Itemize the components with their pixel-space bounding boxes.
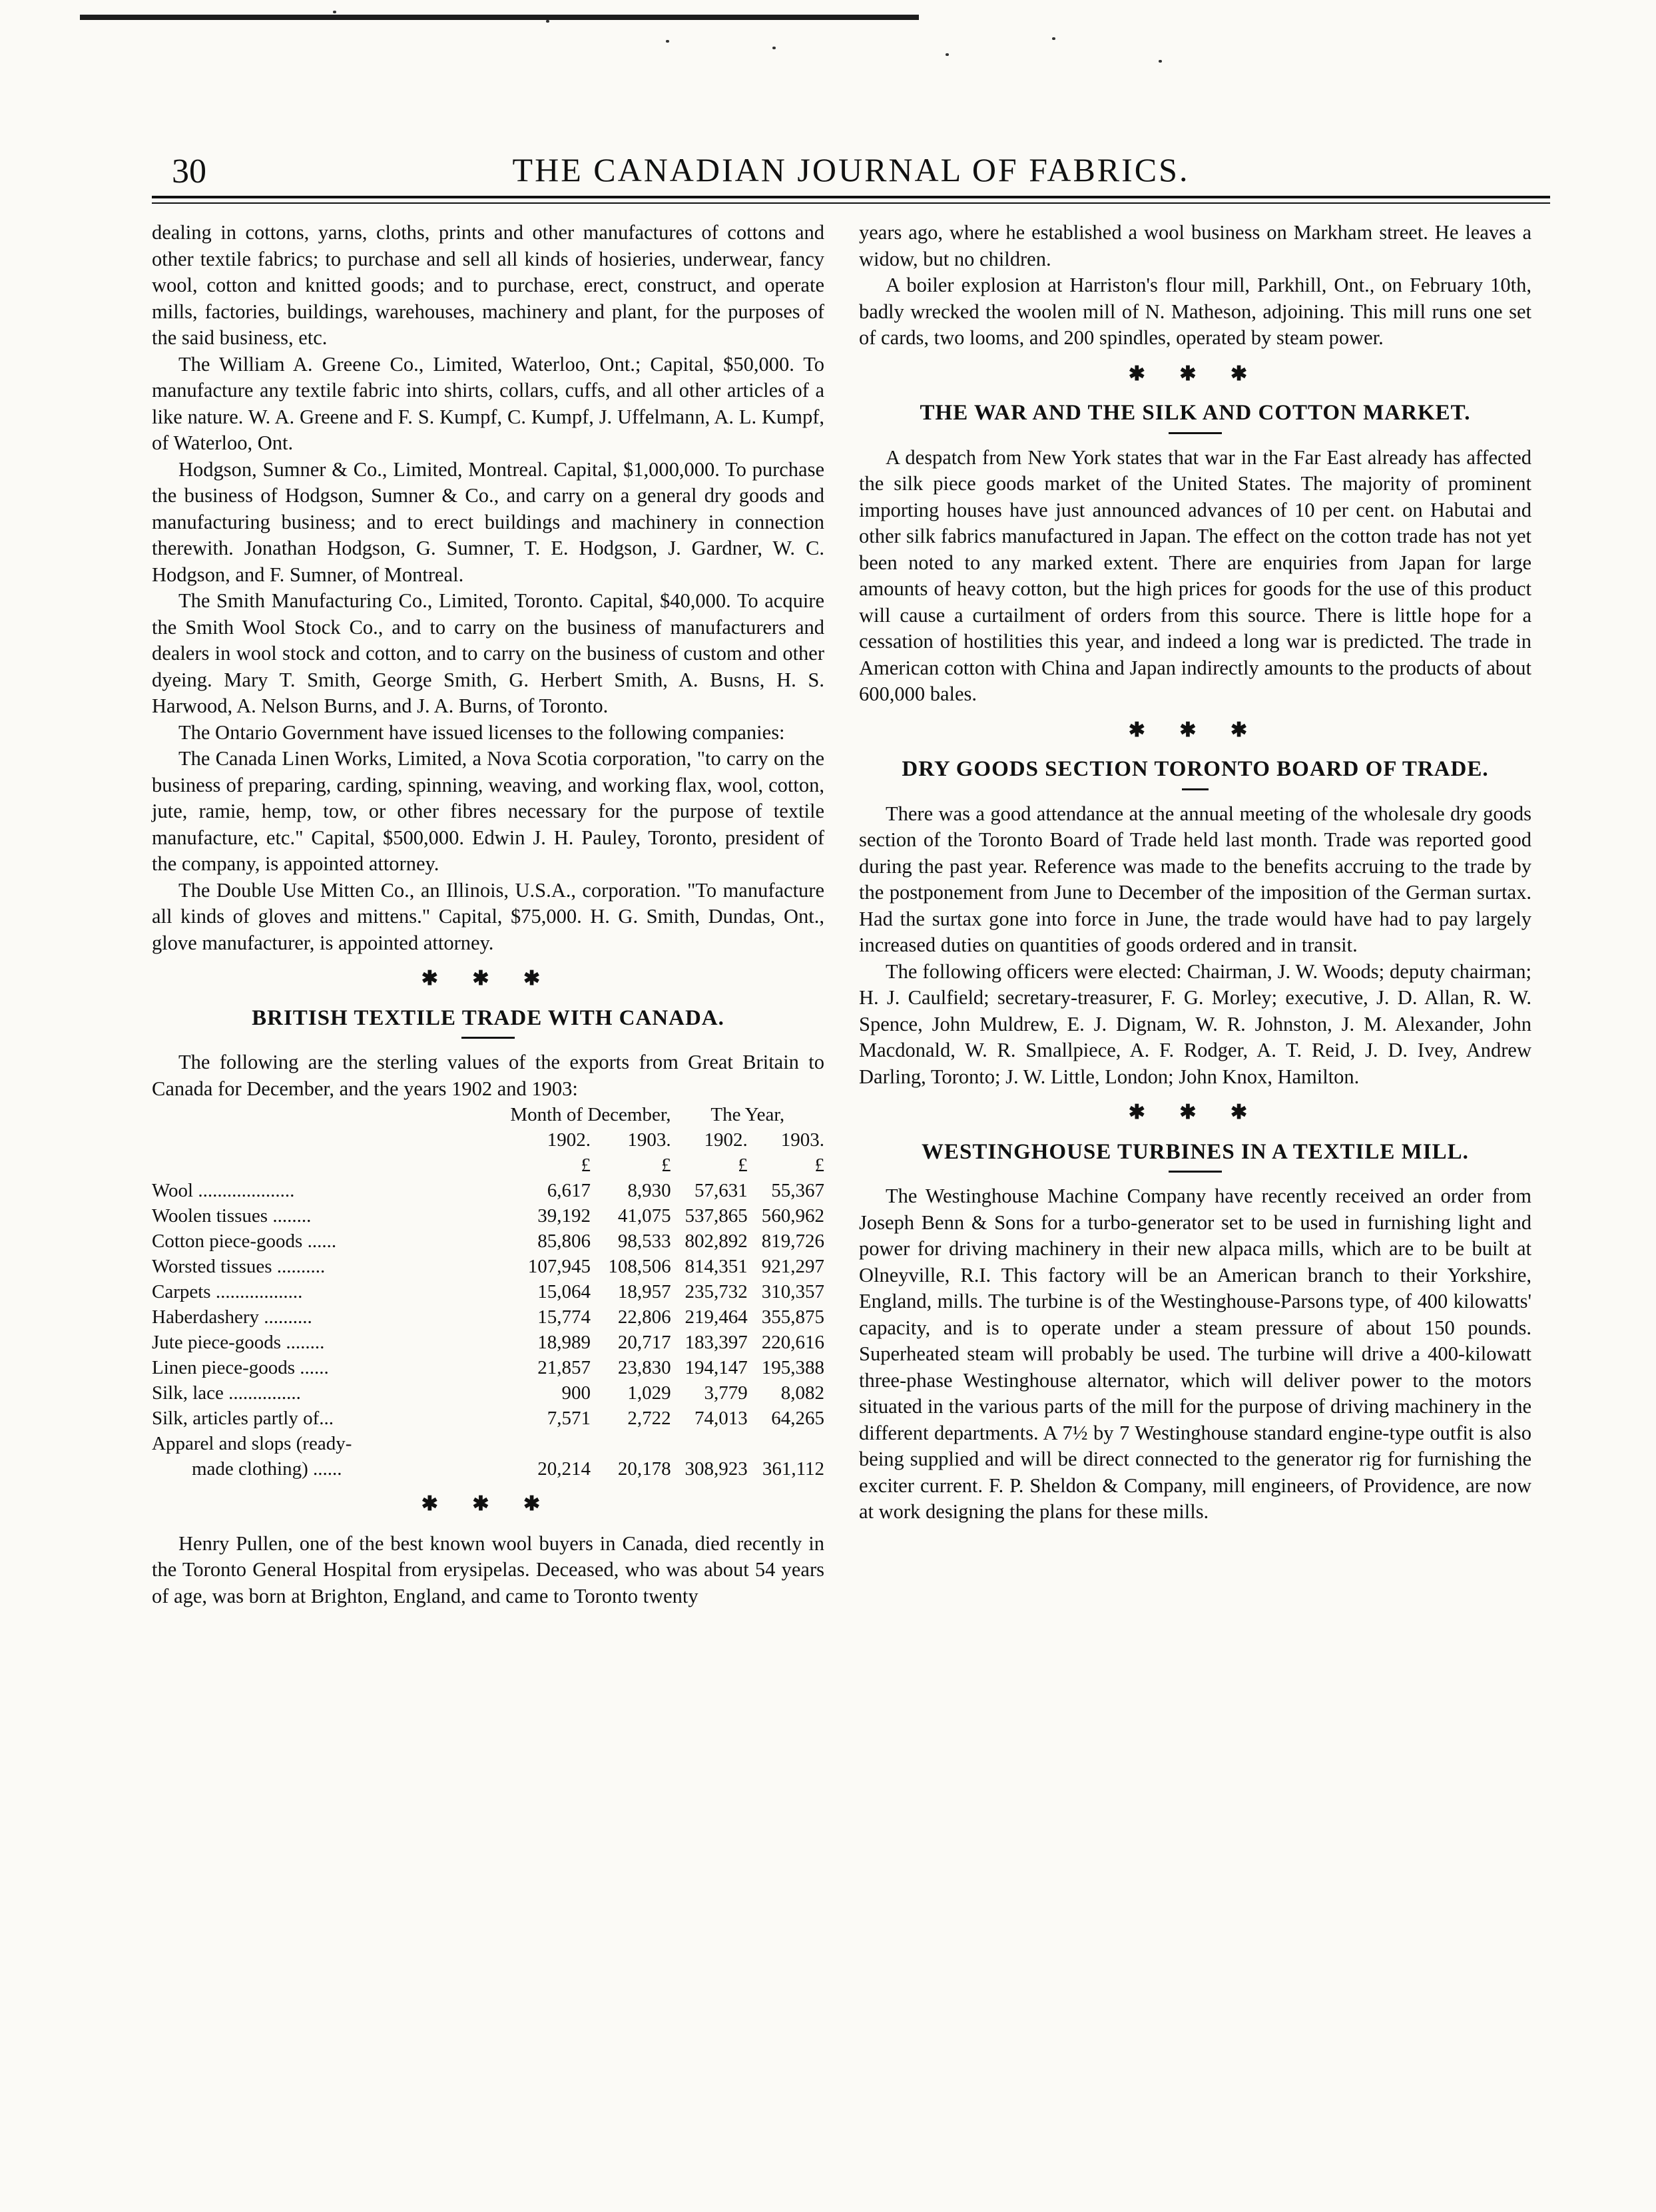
- british-trade-heading: BRITISH TEXTILE TRADE WITH CANADA.: [252, 1005, 724, 1030]
- row-label: Silk, articles partly of...: [152, 1408, 334, 1429]
- right-column: [859, 220, 1531, 1525]
- article-paragraph: The Ontario Government have issued licenses to the following companies:: [178, 720, 785, 744]
- table-cell: 7,571: [547, 1408, 591, 1429]
- table-cell: 15,774: [537, 1306, 591, 1328]
- page-number: 30: [172, 152, 206, 190]
- exports-table: [152, 1102, 824, 1482]
- row-label: Apparel and slops (ready-: [152, 1433, 352, 1454]
- table-cell: 41,075: [617, 1205, 671, 1227]
- table-cell: 194,147: [685, 1357, 748, 1378]
- table-cell: 20,717: [617, 1332, 671, 1353]
- table-cell: [510, 1431, 591, 1456]
- table-cell: 1,029: [627, 1382, 671, 1404]
- table-row: [152, 1355, 824, 1380]
- table-cell: 355,875: [761, 1306, 824, 1328]
- currency-header: £: [814, 1155, 824, 1176]
- heading-rule: [461, 1037, 515, 1039]
- table-cell: 819,726: [761, 1231, 824, 1252]
- table-cell: 921,297: [761, 1256, 824, 1277]
- war-market-heading: THE WAR AND THE SILK AND COTTON MARKET.: [920, 401, 1471, 425]
- table-cell: 220,616: [761, 1332, 824, 1353]
- article-paragraph: The Canada Linen Works, Limited, a Nova Scotia corporation, "to carry on the business of preparing, carding, spinning, weaving, and working flax, wool, cotton, jute, ramie, hemp, tow, or other fibres necessary for the purpose of textile manufacture, etc." Capital, $500,000. Edwin J. H. Pauley, Toronto, president of the company, is appointed attorney.: [152, 747, 824, 875]
- year-header: 1902.: [547, 1129, 591, 1151]
- table-cell: 3,779: [704, 1382, 748, 1404]
- table-cell: [591, 1431, 671, 1456]
- westinghouse-heading: WESTINGHOUSE TURBINES IN A TEXTILE MILL.: [922, 1139, 1469, 1164]
- table-cell: 85,806: [537, 1231, 591, 1252]
- row-label: Linen piece-goods ......: [152, 1357, 329, 1378]
- article-paragraph: The Smith Manufacturing Co., Limited, Toronto. Capital, $40,000. To acquire the Smith Wool Stock Co., and to carry on the business of manufacturers and dealers in wool stock and cotton, and to carry on the business of custom and other dyeing. Mary T. Smith, George Smith, G. Herbert Smith, A. Busns, H. S. Harwood, A. Nelson Burns, and J. A. Burns, of Toronto.: [152, 589, 824, 717]
- table-cell: 183,397: [685, 1332, 748, 1353]
- heading-rule: [1182, 788, 1209, 790]
- table-cell: 8,930: [627, 1180, 671, 1201]
- page-header: [152, 145, 1550, 192]
- article-paragraph: There was a good attendance at the annual meeting of the wholesale dry goods section of the Toronto Board of Trade held last month. Trade was reported good during the past year. Reference was made to the benefits accruing to the trade by the postponement from June to December of the imposition of the German surtax. Had the surtax gone into force in June, the trade would have had to pay largely increased duties on quantities of goods ordered and in transit.: [859, 802, 1531, 956]
- scan-artifact-top: [80, 0, 1412, 27]
- group-year-header: The Year,: [710, 1104, 785, 1125]
- section-separator: ✱ ✱ ✱: [1128, 1101, 1262, 1123]
- section-separator: ✱ ✱ ✱: [421, 1493, 555, 1515]
- currency-header: £: [661, 1155, 671, 1176]
- table-cell: 361,112: [762, 1458, 824, 1480]
- table-cell: 814,351: [685, 1256, 748, 1277]
- article-paragraph: dealing in cottons, yarns, cloths, prints and other manufactures of cottons and other textile fabrics; to purchase and sell all kinds of hosieries, underwear, fancy wool, cotton and knitted goods; and to purchase, erect, construct, and operate mills, factories, buildings, warehouses, machinery and plant, for the purposes of the said business, etc.: [152, 221, 824, 349]
- table-cell: 64,265: [771, 1408, 824, 1429]
- row-label: Carpets ..................: [152, 1281, 303, 1302]
- row-label: Woolen tissues ........: [152, 1205, 312, 1227]
- article-paragraph: A boiler explosion at Harriston's flour mill, Parkhill, Ont., on February 10th, badly wrecked the woolen mill of N. Matheson, adjoining. This mill runs one set of cards, two looms, and 200 spindles, operated by steam power.: [859, 274, 1531, 349]
- table-cell: 20,178: [617, 1458, 671, 1480]
- journal-title: THE CANADIAN JOURNAL OF FABRICS.: [512, 151, 1190, 188]
- article-paragraph: The William A. Greene Co., Limited, Waterloo, Ont.; Capital, $50,000. To manufacture any textile fabric into shirts, collars, cuffs, and all other articles of a like nature. W. A. Greene and F. S. Kumpf, C. Kumpf, J. Uffelmann, A. L. Kumpf, of Waterloo, Ont.: [152, 352, 824, 454]
- table-cell: 22,806: [617, 1306, 671, 1328]
- currency-header: £: [738, 1155, 748, 1176]
- table-row: [152, 1178, 824, 1203]
- table-row: [152, 1456, 824, 1482]
- heading-rule: [1169, 432, 1222, 434]
- group-month-header: Month of December,: [510, 1104, 671, 1125]
- table-cell: 900: [561, 1382, 591, 1404]
- table-row: [152, 1380, 824, 1406]
- table-cell: 8,082: [780, 1382, 824, 1404]
- scan-speck: [546, 20, 549, 23]
- table-cell: [671, 1431, 748, 1456]
- table-cell: 98,533: [617, 1231, 671, 1252]
- row-label: made clothing) ......: [192, 1458, 342, 1480]
- article-paragraph: Henry Pullen, one of the best known wool buyers in Canada, died recently in the Toronto General Hospital from erysipelas. Deceased, who was about 54 years of age, was born at Brighton, England, and came to Toronto twenty: [152, 1531, 824, 1607]
- table-cell: 310,357: [761, 1281, 824, 1302]
- scan-speck: [946, 53, 949, 56]
- heading-rule: [1169, 1171, 1222, 1173]
- table-header-row: [152, 1102, 824, 1127]
- table-cell: 235,732: [685, 1281, 748, 1302]
- table-row: [152, 1330, 824, 1355]
- section-separator: ✱ ✱ ✱: [421, 968, 555, 989]
- table-cell: 195,388: [761, 1357, 824, 1378]
- table-row: [152, 1304, 824, 1330]
- scan-speck: [1052, 37, 1055, 40]
- row-label: Worsted tissues ..........: [152, 1256, 326, 1277]
- currency-header: £: [581, 1155, 591, 1176]
- dry-goods-heading: DRY GOODS SECTION TORONTO BOARD OF TRADE.: [902, 757, 1489, 781]
- year-header: 1903.: [780, 1129, 824, 1151]
- section-separator: ✱ ✱ ✱: [1128, 718, 1262, 741]
- table-row: [152, 1431, 824, 1456]
- british-trade-intro: The following are the sterling values of the exports from Great Britain to Canada for December, and the years 1902 and 1903:: [152, 1051, 824, 1100]
- scan-speck: [1159, 60, 1162, 63]
- table-cell: [748, 1431, 824, 1456]
- article-paragraph: The Double Use Mitten Co., an Illinois, U.S.A., corporation. "To manufacture all kinds of gloves and mittens." Capital, $75,000. H. G. Smith, Dundas, Ont., glove manufacturer, is appointed attorney.: [152, 878, 824, 954]
- row-label: Wool ....................: [152, 1180, 295, 1201]
- year-header: 1903.: [627, 1129, 671, 1151]
- table-row: [152, 1203, 824, 1229]
- table-cell: 2,722: [627, 1408, 671, 1429]
- article-paragraph: Hodgson, Sumner & Co., Limited, Montreal. Capital, $1,000,000. To purchase the business of Hodgson, Sumner & Co., and carry on a general dry goods and manufacturing business; and to erect buildings and machinery in connection therewith. Jonathan Hodgson, G. Sumner, T. E. Hodgson, J. Gardner, W. C. Hodgson, and F. Sumner, of Montreal.: [152, 457, 824, 586]
- table-cell: 537,865: [685, 1205, 748, 1227]
- article-paragraph: The following officers were elected: Chairman, J. W. Woods; deputy chairman; H. J. Caulfield; secretary-treasurer, F. G. Morley; executive, J. D. Allan, R. W. Spence, John Muldrew, E. J. Dignam, W. R. Johnston, J. M. Alexander, John Macdonald, W. R. Smallpiece, A. F. Rodger, A. T. Reid, J. D. Ivey, Andrew Darling, Toronto; J. W. Little, London; John Knox, Hamilton.: [859, 960, 1531, 1088]
- table-cell: 20,214: [537, 1458, 591, 1480]
- table-cell: 560,962: [761, 1205, 824, 1227]
- row-label: Jute piece-goods ........: [152, 1332, 325, 1353]
- table-cell: 308,923: [685, 1458, 748, 1480]
- header-rule-thin: [152, 202, 1550, 204]
- scan-speck: [772, 47, 776, 49]
- article-paragraph: A despatch from New York states that war in the Far East already has affected the silk piece goods market of the United States. The majority of prominent importing houses have just announced advances of 10 per cent. on Habutai and other silk fabrics manufactured in Japan. The effect on the cotton trade has not yet been noted to any marked extent. There are enquiries from Japan for large amounts of heavy cotton, but the high prices for goods for the use of this product will cause a curtailment of orders from this source. There is little hope for a cessation of hostilities this year, and indeed a long war is predicted. The trade in American cotton with China and Japan indirectly amounts to the products of about 600,000 bales.: [859, 445, 1531, 705]
- scan-bar: [80, 15, 919, 20]
- table-header-row: [152, 1127, 824, 1153]
- table-cell: 74,013: [694, 1408, 748, 1429]
- row-label: Cotton piece-goods ......: [152, 1231, 337, 1252]
- row-label: Silk, lace ...............: [152, 1382, 301, 1404]
- table-row: [152, 1406, 824, 1431]
- article-paragraph: The Westinghouse Machine Company have recently received an order from Joseph Benn & Sons for a turbo-generator set to be used in furnishing light and power for driving machinery in their new alpaca mills, which are to be built at Olneyville, R.I. This factory will be an American branch to their Yorkshire, England, mills. The turbine is of the Westinghouse-Parsons type, of 400 kilowatts' capacity, and is to operate under a steam pressure of about 150 pounds. Superheated steam will probably be used. The turbine will drive a 400-kilowatt three-phase Westinghouse alternator, which will deliver power to the motors situated in the various parts of the mill for the purpose of driving machinery in the different departments. A 7½ by 7 Westinghouse standard engine-type outfit is also being supplied and will be direct connected to the generator rig for furnishing the exciter current. F. P. Sheldon & Company, mill engineers, of Providence, are now at work designing the plans for these mills.: [859, 1185, 1531, 1523]
- table-cell: 107,945: [527, 1256, 591, 1277]
- section-separator: ✱ ✱ ✱: [1128, 362, 1262, 385]
- table-cell: 57,631: [694, 1180, 748, 1201]
- table-row: [152, 1254, 824, 1279]
- table-cell: 219,464: [685, 1306, 748, 1328]
- table-cell: 108,506: [608, 1256, 671, 1277]
- table-cell: 6,617: [547, 1180, 591, 1201]
- table-cell: 23,830: [617, 1357, 671, 1378]
- table-cell: 15,064: [537, 1281, 591, 1302]
- scan-speck: [333, 11, 336, 13]
- table-cell: 21,857: [537, 1357, 591, 1378]
- left-column: [152, 220, 824, 1609]
- table-cell: 18,957: [617, 1281, 671, 1302]
- header-rule-thick: [152, 196, 1550, 198]
- table-cell: 18,989: [537, 1332, 591, 1353]
- table-row: [152, 1279, 824, 1304]
- row-label: Haberdashery ..........: [152, 1306, 312, 1328]
- year-header: 1902.: [704, 1129, 748, 1151]
- table-cell: 39,192: [537, 1205, 591, 1227]
- table-cell: 55,367: [771, 1180, 824, 1201]
- table-row: [152, 1229, 824, 1254]
- scan-speck: [666, 40, 669, 43]
- article-paragraph: years ago, where he established a wool business on Markham street. He leaves a widow, but no children.: [859, 221, 1531, 270]
- table-header-row: [152, 1153, 824, 1178]
- table-cell: 802,892: [685, 1231, 748, 1252]
